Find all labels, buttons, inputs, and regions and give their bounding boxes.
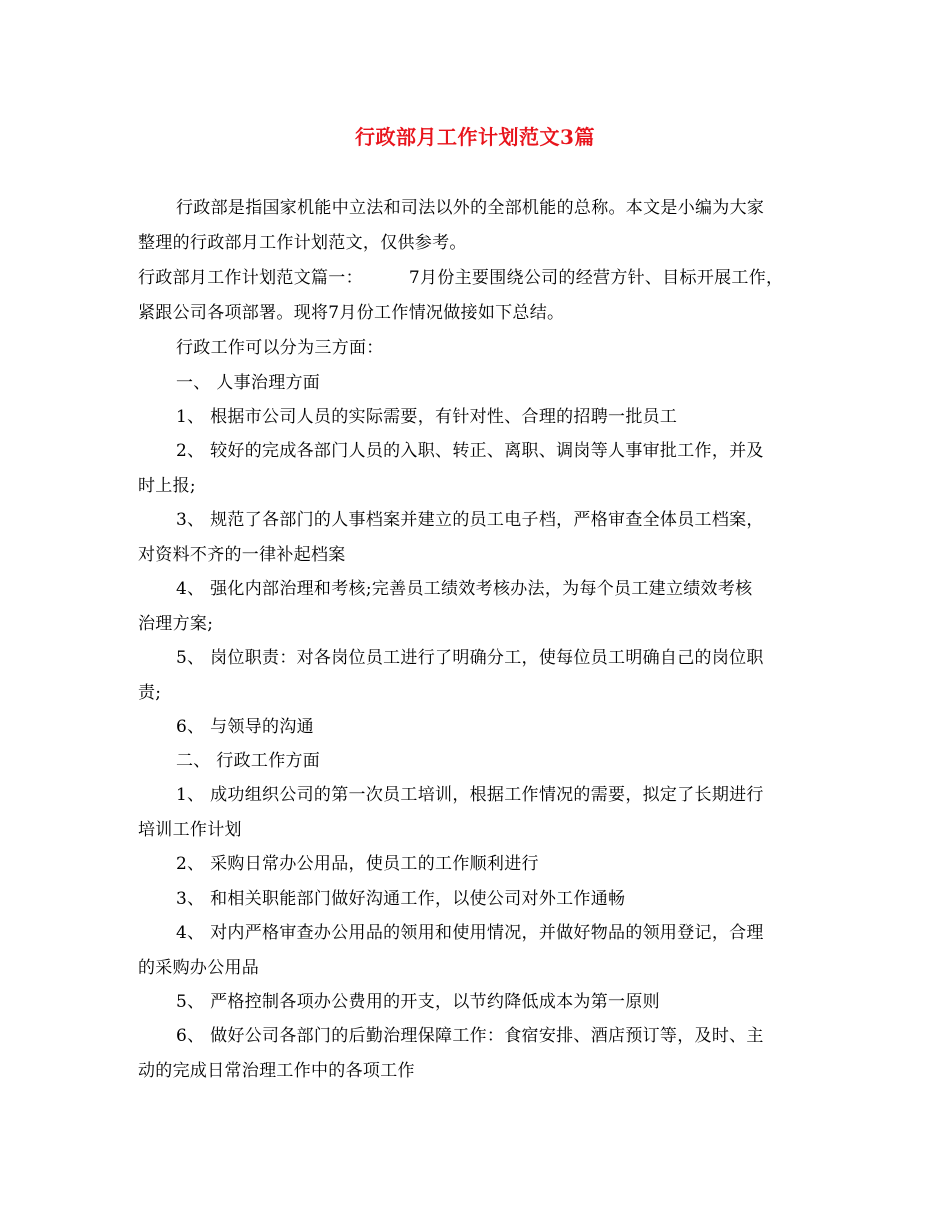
section-2-item-1: 1、 成功组织公司的第一次员工培训，根据工作情况的需要，拟定了长期进行 — [176, 785, 764, 805]
section-2-item-5: 5、 严格控制各项办公费用的开支，以节约降低成本为第一原则 — [176, 992, 660, 1012]
section-1-item-2: 2、 较好的完成各部门人员的入职、转正、离职、调岗等人事审批工作，并及 — [176, 441, 764, 461]
section-1-item-3-cont: 对资料不齐的一律补起档案 — [138, 545, 346, 565]
section-1-item-5: 5、 岗位职责：对各岗位员工进行了明确分工，使每位员工明确自己的岗位职 — [176, 648, 764, 668]
overview-line: 行政工作可以分为三方面： — [176, 338, 384, 358]
piece-one-line — [138, 266, 783, 290]
section-2-heading: 二、 行政工作方面 — [176, 751, 321, 771]
section-1-item-4-cont: 治理方案; — [138, 614, 214, 634]
section-2-item-6: 6、 做好公司各部门的后勤治理保障工作：食宿安排、酒店预订等，及时、主 — [176, 1026, 764, 1046]
section-2-item-3: 3、 和相关职能部门做好沟通工作，以使公司对外工作通畅 — [176, 889, 626, 909]
piece-one-label: 行政部月工作计划范文篇一： — [138, 268, 363, 288]
intro-line-1: 行政部是指国家机能中立法和司法以外的全部机能的总称。本文是小编为大家 — [176, 198, 765, 218]
intro-line-2: 整理的行政部月工作计划范文，仅供参考。 — [138, 233, 467, 253]
section-2-item-6-cont: 动的完成日常治理工作中的各项工作 — [138, 1061, 415, 1081]
section-2-item-4: 4、 对内严格审查办公用品的领用和使用情况，并做好物品的领用登记，合理 — [176, 923, 764, 943]
section-1-item-5-cont: 责; — [138, 683, 162, 703]
section-2-item-4-cont: 的采购办公用品 — [138, 958, 260, 978]
section-1-item-1: 1、 根据市公司人员的实际需要，有针对性、合理的招聘一批员工 — [176, 407, 678, 427]
section-1-item-4: 4、 强化内部治理和考核;完善员工绩效考核办法，为每个员工建立绩效考核 — [176, 579, 753, 599]
section-1-item-3: 3、 规范了各部门的人事档案并建立的员工电子档，严格审查全体员工档案， — [176, 510, 764, 530]
section-1-heading: 一、 人事治理方面 — [176, 373, 321, 393]
section-1-item-6: 6、 与领导的沟通 — [176, 717, 314, 737]
piece-one-line-2: 紧跟公司各项部署。现将7月份工作情况做接如下总结。 — [138, 303, 565, 323]
document-title: 行政部月工作计划范文3篇 — [355, 125, 595, 149]
section-2-item-2: 2、 采购日常办公用品，使员工的工作顺利进行 — [176, 854, 539, 874]
section-1-item-2-cont: 时上报; — [138, 476, 196, 496]
piece-one-text: 7月份主要围绕公司的经营方针、目标开展工作， — [408, 268, 784, 288]
section-2-item-1-cont: 培训工作计划 — [138, 820, 242, 840]
